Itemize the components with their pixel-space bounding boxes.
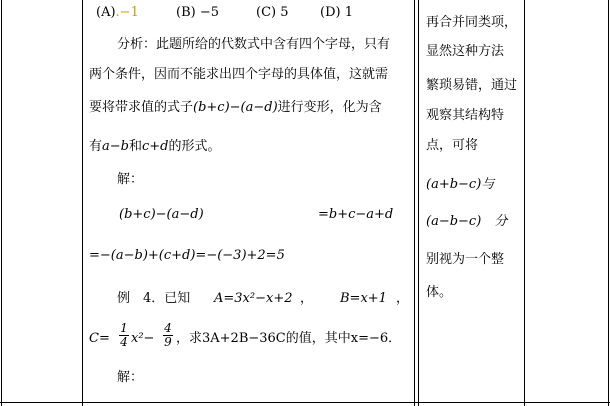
option-c: (C) 5: [256, 5, 289, 20]
analysis-line-1: 分析：此题所给的代数式中含有四个字母，只有: [117, 37, 391, 52]
note-line-2: 显然这种方法: [426, 44, 505, 59]
table-divider-4: [524, 0, 525, 406]
note-line-7: (a−b−c) 分: [426, 214, 508, 229]
analysis-line-2: 两个条件，因而不能求出四个字母的具体值，这就需: [89, 67, 389, 82]
note-line-9: 体。: [426, 285, 453, 300]
example4-solve-label: 解：: [117, 370, 144, 385]
option-d: (D) 1: [320, 5, 353, 20]
note-line-1: 再合并同类项，: [426, 15, 518, 30]
example4-fraction-2: 4 9: [164, 321, 172, 349]
example4-eq-a: A=3x²−x+2: [214, 291, 293, 306]
solution-expr-right: =b+c−a+d: [318, 207, 394, 222]
note-line-3: 繁琐易错，通过: [426, 78, 518, 93]
example4-c-lhs: C=: [89, 331, 110, 346]
example4-fraction-1: 1 4: [120, 321, 128, 349]
note-line-5: 点，可将: [426, 138, 479, 153]
analysis-line-3: 要将带求值的式子(b+c)−(a−d)进行变形，化为含: [89, 100, 382, 115]
example4-sep: ，: [300, 291, 314, 306]
note-line-6: (a+b−c)与: [426, 177, 495, 192]
example4-sep2: ，: [396, 291, 410, 306]
option-b: (B) −5: [176, 5, 220, 20]
table-divider-1: [82, 0, 83, 406]
solution-expr-left: (b+c)−(a−d): [119, 207, 204, 222]
note-line-8: 别视为一个整: [426, 252, 505, 267]
example4-c-mid: x²−: [131, 331, 155, 346]
table-border-left: [1, 0, 2, 406]
analysis-line-4: 有a−b和c+d的形式。: [89, 139, 221, 154]
option-a: (A).−1: [96, 5, 139, 20]
solution-label: 解：: [117, 172, 144, 187]
table-border-right: [608, 0, 609, 406]
table-border-bottom: [0, 402, 610, 403]
solution-expr-line-2: =−(a−b)+(c+d)=−(−3)+2=5: [89, 248, 285, 263]
example4-heading: 例 4．已知: [117, 291, 191, 306]
table-divider-2: [414, 0, 415, 406]
table-divider-3: [418, 0, 419, 406]
example4-c-tail: ，求3A+2B−36C的值，其中x=−6．: [176, 331, 402, 346]
example4-eq-b: B=x+1: [340, 291, 387, 306]
note-line-4: 观察其结构特: [426, 108, 505, 123]
